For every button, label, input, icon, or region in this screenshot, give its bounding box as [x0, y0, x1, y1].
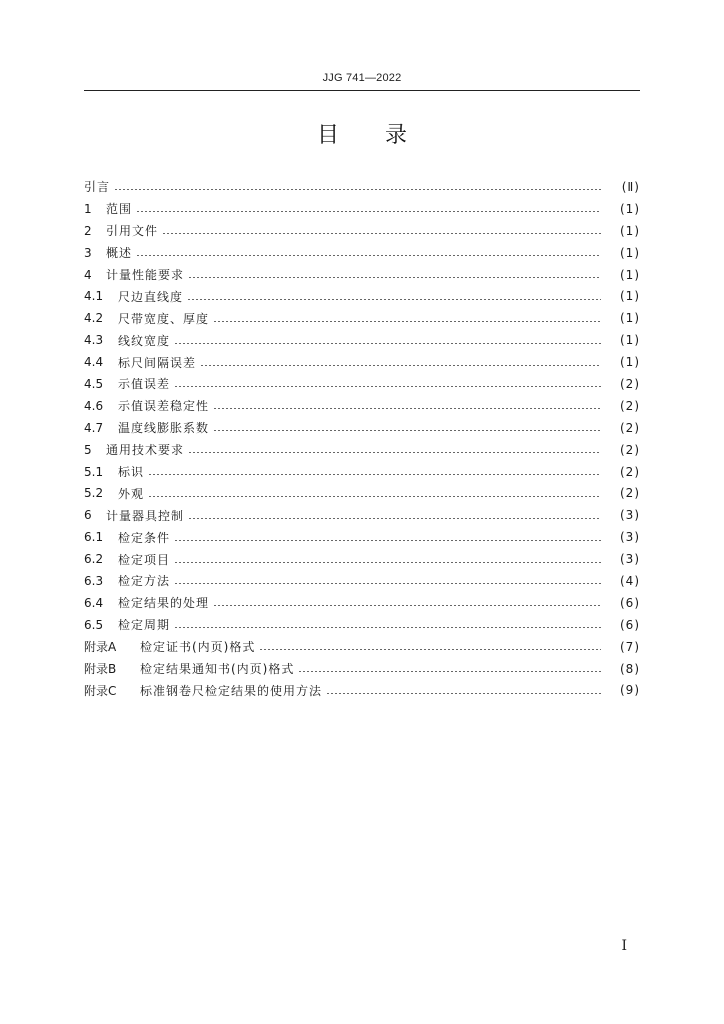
toc-entry-page: (1) — [620, 333, 640, 348]
toc-dot-leader — [200, 365, 601, 366]
toc-entry-number: 4.4 — [84, 355, 104, 370]
page-number: I — [621, 938, 627, 954]
toc-entry[interactable] — [84, 679, 640, 701]
toc-entry[interactable] — [84, 461, 640, 483]
toc-dot-leader — [148, 496, 601, 497]
toc-entry-title: 尺边直线度 — [118, 289, 184, 304]
standard-code: JJG 741—2022 — [322, 72, 402, 84]
toc-entry-number: 1 — [84, 201, 92, 216]
toc-entry-title: 计量性能要求 — [106, 268, 185, 282]
toc-entry[interactable] — [84, 417, 640, 439]
toc-dot-leader — [259, 649, 601, 650]
toc-entry-page: (3) — [620, 530, 640, 545]
toc-entry[interactable] — [84, 351, 640, 373]
toc-dot-leader — [136, 255, 601, 256]
toc-entry-page: (2) — [620, 376, 640, 391]
toc-entry-title: 检定周期 — [118, 618, 171, 633]
toc-entry-page: (2) — [620, 398, 640, 413]
toc-entry-page: (1) — [620, 311, 640, 326]
toc-entry[interactable] — [84, 614, 640, 636]
toc-entry-number: 6 — [84, 508, 92, 523]
toc-dot-leader — [213, 605, 601, 606]
toc-entry-number: 2 — [84, 223, 92, 238]
toc-entry-title: 检定项目 — [118, 552, 171, 567]
toc-entry-title: 检定结果通知书(内页)格式 — [140, 662, 295, 677]
toc-entry-page: (8) — [620, 661, 640, 676]
toc-entry-number: 4 — [84, 267, 92, 282]
toc-entry-number: 6.2 — [84, 552, 104, 567]
toc-entry-number: 5.2 — [84, 486, 104, 501]
toc-entry[interactable] — [84, 439, 640, 461]
toc-entry-title: 引用文件 — [106, 224, 159, 239]
toc-dot-leader — [174, 343, 601, 344]
toc-entry[interactable] — [84, 264, 640, 286]
toc-entry-number: 4.7 — [84, 420, 104, 435]
toc-dot-leader — [213, 321, 601, 322]
toc-entry-title: 范围 — [106, 202, 133, 217]
toc-entry-page: (Ⅱ) — [621, 179, 640, 194]
toc-entry-page: (7) — [620, 639, 640, 654]
toc-dot-leader — [174, 540, 601, 541]
toc-entry-page: (6) — [620, 595, 640, 610]
toc-dot-leader — [174, 583, 601, 584]
toc-entry-number: 附录A — [84, 640, 117, 655]
toc-entry[interactable] — [84, 395, 640, 417]
toc-entry[interactable] — [84, 482, 640, 504]
toc-entry-number: 4.5 — [84, 376, 104, 391]
toc-dot-leader — [213, 430, 601, 431]
toc-entry[interactable] — [84, 329, 640, 351]
toc-entry-number: 4.6 — [84, 398, 104, 413]
toc-entry-title: 标尺间隔误差 — [118, 355, 197, 370]
toc-dot-leader — [213, 408, 601, 409]
toc-dot-leader — [162, 233, 601, 234]
toc-entry-page: (1) — [620, 201, 640, 216]
toc-entry-title: 标准钢卷尺检定结果的使用方法 — [140, 683, 323, 698]
toc-entry-title: 标识 — [118, 465, 145, 480]
toc-entry-title: 通用技术要求 — [106, 443, 185, 458]
toc-entry-number: 5.1 — [84, 464, 104, 479]
toc-dot-leader — [174, 386, 601, 387]
toc-entry-number: 4.1 — [84, 289, 104, 304]
running-header — [84, 66, 640, 91]
toc-entry[interactable] — [84, 636, 640, 658]
toc-entry-page: (2) — [620, 486, 640, 501]
toc-entry-number: 附录B — [84, 662, 117, 677]
toc-entry-page: (9) — [620, 683, 640, 698]
toc-entry-title: 引言 — [84, 180, 111, 195]
toc-entry[interactable] — [84, 526, 640, 548]
toc-entry[interactable] — [84, 285, 640, 307]
toc-entry[interactable] — [84, 658, 640, 680]
toc-entry-page: (2) — [620, 464, 640, 479]
toc-entry[interactable] — [84, 373, 640, 395]
toc-entry[interactable] — [84, 592, 640, 614]
toc-dot-leader — [136, 211, 601, 212]
toc-entry[interactable] — [84, 570, 640, 592]
toc-entry-page: (6) — [620, 617, 640, 632]
toc-entry-number: 附录C — [84, 683, 117, 698]
toc-entry-page: (2) — [620, 420, 640, 435]
toc-entry-number: 4.3 — [84, 333, 104, 348]
toc-dot-leader — [188, 452, 601, 453]
toc-dot-leader — [326, 693, 601, 694]
toc-entry[interactable] — [84, 220, 640, 242]
toc-dot-leader — [188, 518, 601, 519]
toc-dot-leader — [174, 562, 601, 563]
toc-entry-number: 4.2 — [84, 311, 104, 326]
toc-entry-page: (1) — [620, 223, 640, 238]
toc-entry[interactable] — [84, 307, 640, 329]
toc-entry[interactable] — [84, 176, 640, 198]
toc-entry-page: (1) — [620, 245, 640, 260]
toc-entry-number: 3 — [84, 245, 92, 260]
toc-entry-number: 6.4 — [84, 595, 104, 610]
toc-entry-title: 示值误差稳定性 — [118, 399, 210, 414]
toc-entry-title: 计量器具控制 — [106, 508, 185, 523]
toc-entry-title: 外观 — [118, 486, 145, 501]
toc-entry-title: 概述 — [106, 246, 133, 261]
toc-dot-leader — [188, 277, 601, 278]
toc-entry[interactable] — [84, 242, 640, 264]
toc-entry[interactable] — [84, 548, 640, 570]
toc-entry[interactable] — [84, 198, 640, 220]
toc-entry-title: 检定证书(内页)格式 — [140, 640, 256, 655]
toc-dot-leader — [174, 627, 601, 628]
toc-entry-page: (3) — [620, 552, 640, 567]
toc-dot-leader — [187, 299, 601, 300]
toc-entry-page: (1) — [620, 355, 640, 370]
toc-entry-number: 6.5 — [84, 617, 104, 632]
toc-entry-page: (1) — [620, 267, 640, 282]
toc-dot-leader — [298, 671, 601, 672]
page-title: 目录 — [316, 123, 453, 148]
toc-dot-leader — [114, 189, 601, 190]
toc-entry-title: 线纹宽度 — [118, 333, 171, 348]
table-of-contents — [84, 176, 640, 701]
toc-entry-page: (1) — [620, 289, 640, 304]
toc-entry-title: 检定结果的处理 — [118, 596, 210, 611]
toc-entry[interactable] — [84, 504, 640, 526]
toc-entry-title: 检定方法 — [118, 574, 171, 589]
toc-entry-title: 检定条件 — [118, 530, 171, 545]
toc-dot-leader — [148, 474, 601, 475]
toc-entry-title: 尺带宽度、厚度 — [118, 311, 210, 326]
toc-entry-title: 温度线膨胀系数 — [118, 421, 210, 436]
toc-entry-number: 6.1 — [84, 530, 104, 545]
toc-entry-title: 示值误差 — [118, 377, 171, 392]
toc-entry-number: 6.3 — [84, 573, 104, 588]
toc-entry-page: (2) — [620, 442, 640, 457]
toc-entry-number: 5 — [84, 442, 92, 457]
toc-entry-page: (3) — [620, 508, 640, 523]
toc-entry-page: (4) — [620, 573, 640, 588]
